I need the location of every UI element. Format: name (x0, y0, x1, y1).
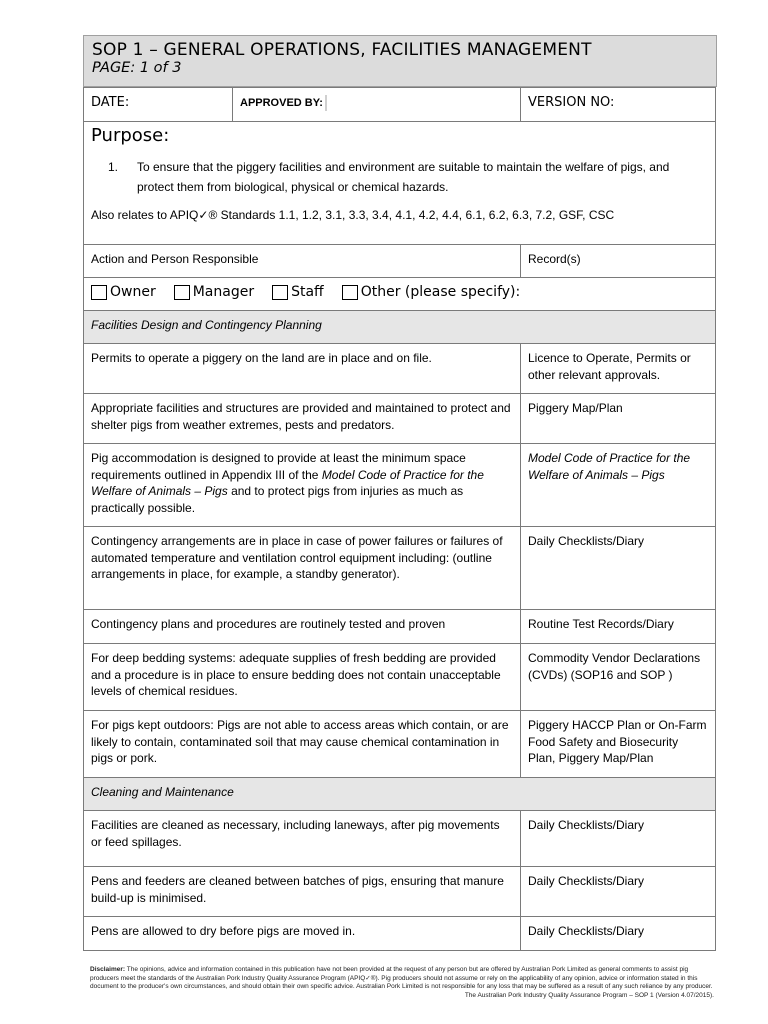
record-cell: Licence to Operate, Permits or other relevant approvals. (521, 344, 716, 394)
staff-checkbox[interactable] (272, 285, 288, 300)
action-text: and to protect pigs from injuries as much as practically possible. (91, 484, 464, 515)
manager-checkbox[interactable] (174, 285, 190, 300)
record-cell: Daily Checklists/Diary (521, 527, 716, 610)
table-row (84, 811, 716, 867)
purpose-item-text: To ensure that the piggery facilities and environment are suitable to maintain the welfare of pigs, and protect them from biological, physical or chemical hazards. (137, 159, 670, 194)
disclaimer (90, 966, 714, 992)
owner-label: Owner (110, 284, 156, 300)
table-row (84, 917, 716, 951)
section-title: Cleaning and Maintenance (84, 778, 716, 811)
program-version-line: The Australian Pork Industry Quality Assurance Program – SOP 1 (Version 4.07/2015). (464, 991, 714, 999)
record-cell: Daily Checklists/Diary (521, 867, 716, 917)
other-checkbox[interactable] (342, 285, 358, 300)
table-row (84, 394, 716, 444)
owner-option[interactable] (91, 284, 156, 301)
action-column-header: Action and Person Responsible (84, 245, 521, 278)
document-title: SOP 1 – GENERAL OPERATIONS, FACILITIES MANAGEMENT (92, 40, 592, 60)
section-header-row (84, 778, 716, 811)
action-cell: Permits to operate a piggery on the land are in place and on file. (84, 344, 521, 394)
approved-by-label: APPROVED BY: (240, 97, 323, 109)
action-cell (84, 444, 521, 527)
record-cell: Routine Test Records/Diary (521, 610, 716, 644)
date-label: DATE: (91, 95, 130, 110)
action-text-italic: Model Code of Practice for the Welfare of Animals – Pigs (91, 467, 484, 498)
staff-label: Staff (291, 284, 324, 300)
staff-option[interactable] (272, 284, 324, 301)
apiq-standards-reference: Also relates to APIQ✓® Standards 1.1, 1.2, 3.1, 3.3, 3.4, 4.1, 4.2, 4.4, 6.1, 6.2, 6.3, 7.2, GSF, CSC (91, 207, 615, 222)
table-row (84, 867, 716, 917)
version-cell[interactable] (521, 88, 716, 122)
table-row (84, 444, 716, 527)
version-label: VERSION NO: (528, 95, 615, 110)
meta-row (84, 88, 716, 122)
disclaimer-footer (90, 966, 714, 1000)
purpose-item-number: 1. (108, 159, 119, 174)
action-cell: For deep bedding systems: adequate supplies of fresh bedding are provided and a procedure is in place to ensure bedding does not contain unacceptable levels of chemical residues. (84, 644, 521, 711)
record-cell: Daily Checklists/Diary (521, 811, 716, 867)
table-row (84, 610, 716, 644)
sop-table (83, 87, 716, 951)
responsibility-row (84, 278, 716, 311)
records-column-header: Record(s) (521, 245, 716, 278)
purpose-row (84, 122, 716, 245)
section-header-row (84, 311, 716, 344)
purpose-cell (84, 122, 716, 245)
manager-label: Manager (192, 284, 255, 300)
table-row (84, 344, 716, 394)
approved-by-field[interactable] (325, 95, 327, 111)
action-cell: Pens are allowed to dry before pigs are moved in. (84, 917, 521, 951)
action-cell: Pens and feeders are cleaned between batches of pigs, ensuring that manure build-up is minimised. (84, 867, 521, 917)
purpose-title: Purpose: (91, 125, 170, 146)
owner-checkbox[interactable] (91, 285, 107, 300)
action-text: Pig accommodation is designed to provide at least the minimum space requirements outlined in Appendix III of the (91, 451, 466, 482)
action-cell: Appropriate facilities and structures are provided and maintained to protect and shelter pigs from weather extremes, pests and predators. (84, 394, 521, 444)
document-header (83, 35, 717, 87)
purpose-item (108, 157, 708, 197)
action-cell: Contingency arrangements are in place in case of power failures or failures of automated temperature and ventilation control equipment including: (outline arrangements in place, for example, a standby generator). (84, 527, 521, 610)
action-cell: Contingency plans and procedures are routinely tested and proven (84, 610, 521, 644)
column-header-row (84, 245, 716, 278)
record-cell: Daily Checklists/Diary (521, 917, 716, 951)
table-row (84, 527, 716, 610)
other-label: Other (please specify): (360, 284, 521, 300)
date-cell[interactable] (84, 88, 233, 122)
approved-by-cell[interactable] (233, 88, 521, 122)
page-number: PAGE: 1 of 3 (92, 60, 182, 76)
responsibility-cell (84, 278, 716, 311)
table-row (84, 644, 716, 711)
record-cell: Piggery Map/Plan (521, 394, 716, 444)
other-option[interactable] (342, 284, 521, 301)
disclaimer-text: The opinions, advice and information contained in this publication have not been provided at the request of any person but are offered by Australian Pork Limited as general comments to assist pig producers meet the standards of the Australian Pork Industry Quality Assurance Program (APIQ✓®). Pig producers should not assume or rely on the applicability of any opinion, advice or information stated in this document to the producer's own circumstances, and should obtain their own specific advice. Australian Pork Limited is not responsible for any loss that may be suffered as a result of any such reliance by any producer. (90, 966, 713, 990)
record-cell: Model Code of Practice for the Welfare of Animals – Pigs (521, 444, 716, 527)
disclaimer-label: Disclaimer: (90, 966, 126, 973)
action-cell: Facilities are cleaned as necessary, including laneways, after pig movements or feed spillages. (84, 811, 521, 867)
record-cell: Commodity Vendor Declarations (CVDs) (SOP16 and SOP ) (521, 644, 716, 711)
table-row (84, 711, 716, 778)
record-cell: Piggery HACCP Plan or On-Farm Food Safety and Biosecurity Plan, Piggery Map/Plan (521, 711, 716, 778)
manager-option[interactable] (174, 284, 254, 301)
section-title: Facilities Design and Contingency Planning (84, 311, 716, 344)
action-cell: For pigs kept outdoors: Pigs are not able to access areas which contain, or are likely to contain, contaminated soil that may cause chemical contamination in pigs or pork. (84, 711, 521, 778)
